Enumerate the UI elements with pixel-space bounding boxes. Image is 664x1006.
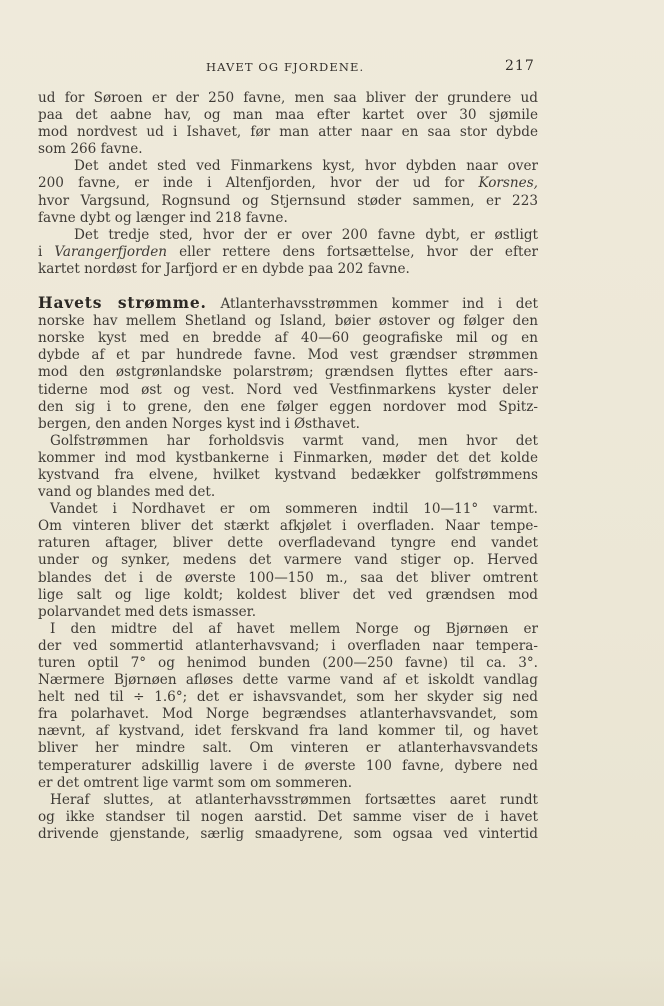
text-line: raturen aftager, bliver dette overfladevand tyngre end vandet xyxy=(38,535,538,552)
text-line: dybde af et par hundrede favne. Mod vest grændser strømmen xyxy=(38,347,538,364)
text-line: der ved sommertid atlanterhavsvand; i overfladen naar tempera- xyxy=(38,637,538,654)
text-line xyxy=(38,175,538,192)
text-segment: Atlanterhavsstrømmen kommer ind i det xyxy=(206,296,538,313)
text-line: norske kyst med en bredde af 40—60 geografiske mil og en xyxy=(38,330,538,347)
text-segment: eller rettere dens fortsættelse, hvor der efter xyxy=(167,243,538,260)
text-line: Nærmere Bjørnøen afløses dette varme vand af et iskoldt vandlag xyxy=(38,672,538,689)
place-name-varangerfjorden: Varangerfjorden xyxy=(54,243,168,260)
text-line: fra polarhavet. Mod Norge begrændses atlanterhavsvandet, som xyxy=(38,706,538,723)
paragraph-depth-2 xyxy=(38,158,538,226)
text-line: blandes det i de øverste 100—150 m., saa det bliver omtrent xyxy=(38,569,538,586)
text-line: turen optil 7° og henimod bunden (200—250 favne) til ca. 3°. xyxy=(38,655,538,671)
text-line: I den midtre del af havet mellem Norge og Bjørnøen er xyxy=(50,620,538,637)
page-header xyxy=(0,58,664,82)
paragraph-middle-sea xyxy=(38,621,538,792)
text-line: hvor Vargsund, Rognsund og Stjernsund støder sammen, er 223 xyxy=(38,192,538,209)
text-line xyxy=(38,244,538,261)
text-line: norske hav mellem Shetland og Island, bøier østover og følger den xyxy=(38,313,538,330)
paragraph-depth-1 xyxy=(38,90,538,158)
text-line: helt ned til ÷ 1.6°; det er ishavsvandet, som her skyder sig ned xyxy=(38,689,538,706)
place-name-korsnes: Korsnes, xyxy=(478,175,538,192)
text-line: mod nordvest ud i Ishavet, før man atter naar en saa stor dybde xyxy=(38,124,538,141)
text-segment: 200 favne, er inde i Altenfjorden, hvor der ud for xyxy=(38,175,479,192)
text-line: kommer ind mod kystbankerne i Finmarken, møder det det kolde xyxy=(38,449,538,466)
text-line: kystvand fra elvene, hvilket kystvand bedækker golfstrømmens xyxy=(38,466,538,483)
paragraph-gulfstream xyxy=(38,433,538,501)
text-line: er det omtrent lige varmt som om sommeren. xyxy=(38,774,353,791)
text-line: bliver her mindre salt. Om vinteren er atlanterhavsvandets xyxy=(38,740,538,757)
text-line: og ikke standser til nogen aarstid. Det samme viser de i havet xyxy=(38,808,538,825)
paragraph-conclusion xyxy=(38,792,538,843)
paragraph-depth-3 xyxy=(38,227,538,278)
text-line: temperaturer adskillig lavere i de øverste 100 favne, dybere ned xyxy=(38,757,538,774)
text-line: under og synker, medens det varmere vand stiger op. Herved xyxy=(38,552,538,569)
text-line: lige salt og lige koldt; koldest bliver det ved grændsen mod xyxy=(38,586,538,603)
text-line: kartet nordøst for Jarfjord er en dybde paa 202 favne. xyxy=(38,260,410,277)
text-line: tiderne mod øst og vest. Nord ved Vestfinmarkens kyster deler xyxy=(38,381,538,398)
text-line: Vandet i Nordhavet er om sommeren indtil 10—11° varmt. xyxy=(50,501,538,518)
text-line: Det andet sted ved Finmarkens kyst, hvor dybden naar over xyxy=(74,158,538,175)
text-line: Heraf sluttes, at atlanterhavsstrømmen fortsættes aaret rundt xyxy=(50,791,538,808)
paragraph-currents xyxy=(38,294,538,433)
text-segment: i xyxy=(38,243,55,260)
page-bottom-margin xyxy=(0,960,664,1006)
section-gap xyxy=(38,278,538,294)
text-line: som 266 favne. xyxy=(38,141,143,158)
text-line: favne dybt og længer ind 218 favne. xyxy=(38,209,288,226)
text-line: ud for Søroen er der 250 favne, men saa bliver der grundere ud xyxy=(38,90,538,106)
body-text xyxy=(38,90,538,843)
text-line: vand og blandes med det. xyxy=(38,484,216,501)
text-line: Om vinteren bliver det stærkt afkjølet i overfladen. Naar tempe- xyxy=(38,518,538,535)
section-heading: Havets strømme. xyxy=(38,293,207,313)
text-line: mod den østgrønlandske polarstrøm; grændsen flyttes efter aars- xyxy=(38,364,538,381)
paragraph-north-sea-water xyxy=(38,501,538,621)
text-line: drivende gjenstande, særlig smaadyrene, som ogsaa ved vintertid xyxy=(38,825,538,842)
text-line: den sig i to grene, den ene følger eggen nordover mod Spitz- xyxy=(38,398,538,415)
text-line: polarvandet med dets ismasser. xyxy=(38,603,257,620)
page-number: 217 xyxy=(505,58,535,74)
text-line: nævnt, af kystvand, idet ferskvand fra land kommer til, og havet xyxy=(38,723,538,740)
text-line: Golfstrømmen har forholdsvis varmt vand, men hvor det xyxy=(50,432,538,449)
text-line: paa det aabne hav, og man maa efter kartet over 30 sjømile xyxy=(38,107,538,124)
running-title: HAVET OG FJORDENE. xyxy=(206,60,365,74)
text-line: Det tredje sted, hvor der er over 200 favne dybt, er østligt xyxy=(74,226,538,243)
text-line xyxy=(38,294,538,313)
text-line: bergen, den anden Norges kyst ind i Østhavet. xyxy=(38,415,360,432)
